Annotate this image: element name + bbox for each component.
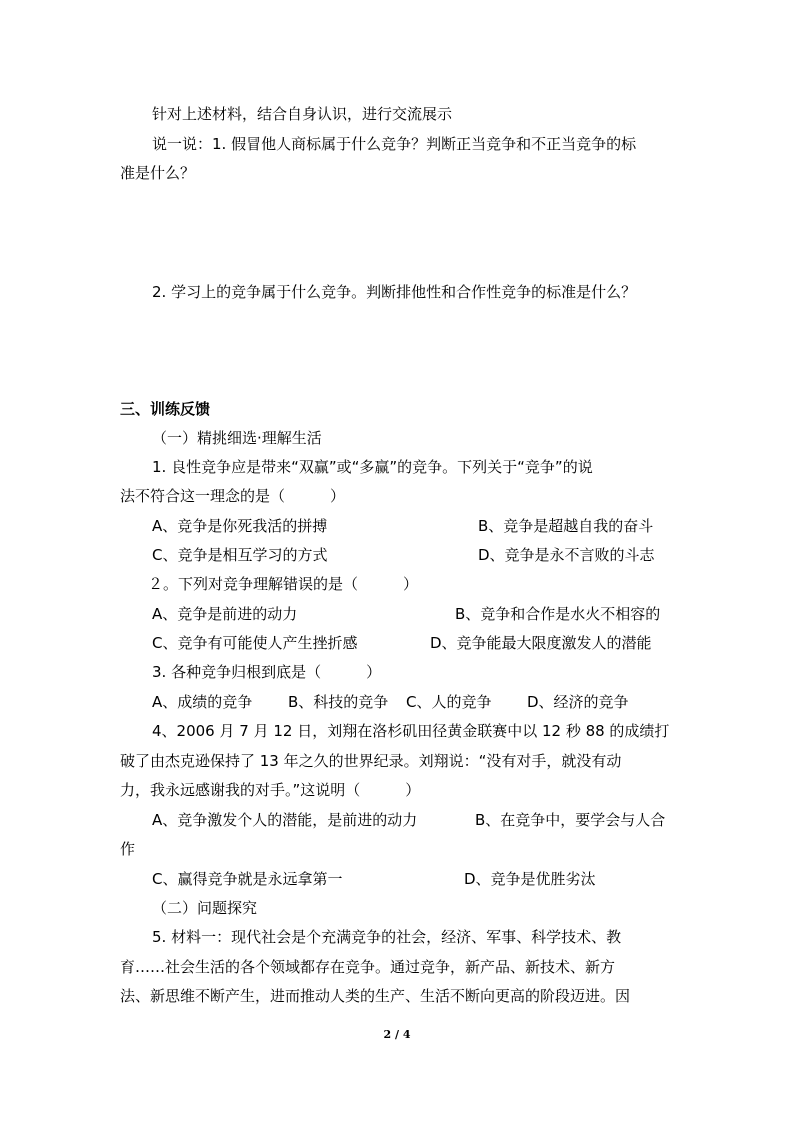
q1-option-b: B、竞争是超越自我的奋斗 (478, 517, 654, 535)
q2-option-c: C、竞争有可能使人产生挫折感 (152, 634, 358, 652)
discussion-q1-line2: 准是什么？ (120, 164, 196, 182)
q1-stem-line1: 1. 良性竞争应是带来“双赢”或“多赢”的竞争。下列关于“竞争”的说 (152, 458, 593, 476)
q3-option-a: A、成绩的竞争 (152, 693, 253, 711)
q1-option-a: A、竞争是你死我活的拼搏 (152, 517, 328, 535)
q2-option-b: B、竞争和合作是水火不相容的 (455, 605, 661, 623)
q4-option-b-line1: B、在竞争中，要学会与人合 (475, 811, 666, 829)
page-number: 2 / 4 (383, 1028, 411, 1041)
q5-text-line3: 法、新思维不断产生，进而推动人类的生产、生活不断向更高的阶段迈进。因 (120, 987, 631, 1005)
q2-option-a: A、竞争是前进的动力 (152, 605, 298, 623)
q4-option-d: D、竞争是优胜劣汰 (464, 870, 596, 888)
q4-stem-line2: 破了由杰克逊保持了 13 年之久的世界纪录。刘翔说：“没有对手，就没有动 (120, 752, 622, 770)
discussion-q2: 2. 学习上的竞争属于什么竞争。判断排他性和合作性竞争的标准是什么？ (152, 283, 637, 301)
q3-stem: 3. 各种竞争归根到底是（ ） (152, 663, 382, 681)
q1-stem-line2: 法不符合这一理念的是（ ） (120, 487, 346, 505)
q3-option-c: C、人的竞争 (406, 693, 492, 711)
task-line: 针对上述材料，结合自身认识，进行交流展示 (152, 105, 453, 123)
q3-option-d: D、经济的竞争 (527, 693, 629, 711)
subsection-1-heading: （一）精挑细选·理解生活 (152, 429, 322, 447)
q2-stem: ２。下列对竞争理解错误的是（ ） (148, 575, 419, 593)
q5-text-line2: 育……社会生活的各个领域都存在竞争。通过竞争，新产品、新技术、新方 (120, 958, 616, 976)
q4-option-c: C、赢得竞争就是永远拿第一 (152, 870, 343, 888)
discussion-q1-line1: 说一说：1. 假冒他人商标属于什么竞争？判断正当竞争和不正当竞争的标 (152, 135, 637, 153)
q4-option-b-line2: 作 (120, 840, 136, 858)
q1-option-c: C、竞争是相互学习的方式 (152, 546, 328, 564)
subsection-2-heading: （二）问题探究 (152, 899, 258, 917)
section-heading: 三、训练反馈 (120, 400, 211, 418)
q4-stem-line3: 力，我永远感谢我的对手。”这说明（ ） (120, 781, 421, 799)
q2-option-d: D、竞争能最大限度激发人的潜能 (430, 634, 652, 652)
q4-stem-line1: 4、2006 月 7 月 12 日，刘翔在洛杉矶田径黄金联赛中以 12 秒 88 的成绩打 (152, 722, 670, 740)
q3-option-b: B、科技的竞争 (288, 693, 389, 711)
q4-option-a: A、竞争激发个人的潜能，是前进的动力 (152, 811, 418, 829)
q1-option-d: D、竞争是永不言败的斗志 (478, 546, 655, 564)
q5-text-line1: 5. 材料一：现代社会是个充满竞争的社会，经济、军事、科学技术、教 (152, 928, 622, 946)
